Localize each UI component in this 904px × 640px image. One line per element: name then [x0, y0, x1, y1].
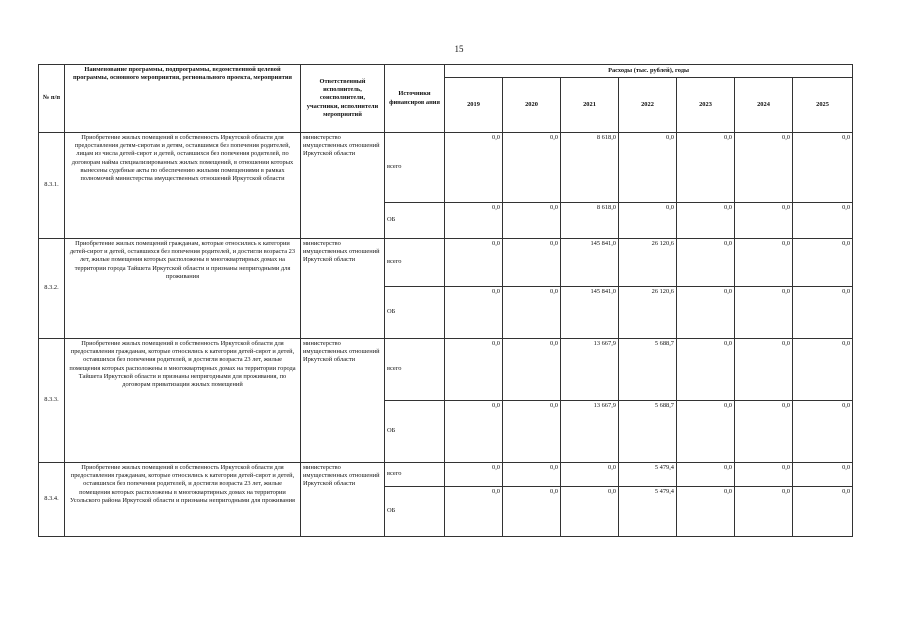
header-year: 2021 — [561, 78, 619, 133]
expense-value: 0,0 — [619, 203, 677, 239]
header-expenses: Расходы (тыс. рублей), годы — [445, 65, 853, 78]
expense-value: 0,0 — [677, 133, 735, 203]
responsible-executor: министерство имущественных отношений Иркутской области — [301, 239, 385, 339]
expense-value: 0,0 — [445, 203, 503, 239]
expense-value: 13 667,9 — [561, 401, 619, 463]
expense-value: 26 120,6 — [619, 239, 677, 287]
expense-value: 0,0 — [677, 287, 735, 339]
expense-value: 0,0 — [793, 487, 853, 537]
responsible-executor: министерство имущественных отношений Иркутской области — [301, 133, 385, 239]
header-source: Источники финансиров ания — [385, 65, 445, 133]
table-row — [39, 339, 853, 401]
expense-value: 5 688,7 — [619, 401, 677, 463]
expense-value: 26 120,6 — [619, 287, 677, 339]
expense-value: 0,0 — [793, 133, 853, 203]
expense-value: 0,0 — [735, 487, 793, 537]
funding-source: ОБ — [385, 287, 445, 339]
expense-value: 0,0 — [793, 287, 853, 339]
expense-value: 0,0 — [677, 203, 735, 239]
expense-value: 0,0 — [445, 239, 503, 287]
expense-value: 0,0 — [735, 339, 793, 401]
responsible-executor: министерство имущественных отношений Иркутской области — [301, 463, 385, 537]
funding-source: всего — [385, 463, 445, 487]
expense-value: 0,0 — [677, 487, 735, 537]
expense-value: 0,0 — [561, 463, 619, 487]
expense-value: 0,0 — [561, 487, 619, 537]
measure-name: Приобретение жилых помещений в собственность Иркутской области для предоставления гражданам, которые относились к категории детей-сирот и детей, оставшихся без попечения родителей, и достигли возраста 23 лет, жилые помещения которых расположены в многоквартирных домах на территории города Тайшета Иркутской области и признаны непригодными для проживания, по договорам приватизации жилых помещений — [65, 339, 301, 463]
row-number: 8.3.4. — [39, 463, 65, 537]
table-row — [39, 133, 853, 203]
expense-value: 0,0 — [735, 287, 793, 339]
funding-source: ОБ — [385, 487, 445, 537]
expense-value: 0,0 — [503, 239, 561, 287]
table-row — [39, 239, 853, 287]
row-number: 8.3.1. — [39, 133, 65, 239]
expense-value: 145 841,0 — [561, 287, 619, 339]
expense-value: 0,0 — [677, 463, 735, 487]
expense-value: 0,0 — [619, 133, 677, 203]
funding-source: всего — [385, 339, 445, 401]
header-num: № п/п — [39, 65, 65, 133]
expense-value: 0,0 — [735, 463, 793, 487]
expense-value: 0,0 — [735, 239, 793, 287]
expense-value: 0,0 — [793, 339, 853, 401]
expense-value: 13 667,9 — [561, 339, 619, 401]
expense-value: 5 688,7 — [619, 339, 677, 401]
funding-source: ОБ — [385, 401, 445, 463]
row-number: 8.3.2. — [39, 239, 65, 339]
expense-value: 0,0 — [503, 487, 561, 537]
expense-value: 0,0 — [445, 401, 503, 463]
expense-value: 0,0 — [503, 203, 561, 239]
measure-name: Приобретение жилых помещений в собственность Иркутской области для предоставления гражданам, которые относились к категории детей-сирот и детей, оставшихся без попечения родителей, и достигли возраста 23 лет, жилые помещения которых расположены в многоквартирных домах на территории Усольского района Иркутской области и признаны непригодными для проживания — [65, 463, 301, 537]
funding-source: ОБ — [385, 203, 445, 239]
measure-name: Приобретение жилых помещений гражданам, которые относились к категории детей-сирот и детей, оставшихся без попечения родителей, и достигли возраста 23 лет, жилые помещения которых расположены в многоквартирных домах на территории города Тайшета Иркутской области и признаны непригодными для проживания — [65, 239, 301, 339]
expense-value: 0,0 — [793, 203, 853, 239]
header-year: 2022 — [619, 78, 677, 133]
table-row — [39, 463, 853, 487]
expense-value: 0,0 — [793, 463, 853, 487]
header-responsible: Ответственный исполнитель, соисполнители, участники, исполнители мероприятий — [301, 65, 385, 133]
expense-value: 0,0 — [503, 401, 561, 463]
expense-value: 0,0 — [445, 133, 503, 203]
expense-value: 0,0 — [445, 463, 503, 487]
page-number: 15 — [454, 44, 464, 54]
funding-source: всего — [385, 239, 445, 287]
expense-value: 0,0 — [503, 287, 561, 339]
expense-value: 0,0 — [445, 339, 503, 401]
funding-source: всего — [385, 133, 445, 203]
expense-value: 0,0 — [735, 133, 793, 203]
header-name: Наименование программы, подпрограммы, ведомственной целевой программы, основного мероприятия, регионального проекта, мероприятия — [65, 65, 301, 133]
header-year: 2020 — [503, 78, 561, 133]
expense-value: 0,0 — [793, 239, 853, 287]
expense-value: 0,0 — [793, 401, 853, 463]
expense-value: 0,0 — [503, 463, 561, 487]
header-year: 2023 — [677, 78, 735, 133]
row-number: 8.3.3. — [39, 339, 65, 463]
expense-value: 0,0 — [503, 339, 561, 401]
expense-value: 145 841,0 — [561, 239, 619, 287]
expense-value: 0,0 — [735, 401, 793, 463]
expense-value: 8 618,0 — [561, 133, 619, 203]
expense-value: 0,0 — [735, 203, 793, 239]
expense-value: 0,0 — [677, 339, 735, 401]
expense-value: 8 618,0 — [561, 203, 619, 239]
expense-value: 0,0 — [677, 401, 735, 463]
expense-value: 5 479,4 — [619, 487, 677, 537]
header-year: 2025 — [793, 78, 853, 133]
expense-value: 0,0 — [445, 287, 503, 339]
measure-name: Приобретение жилых помещений в собственность Иркутской области для предоставления детям-сиротам и детям, оставшимся без попечения родителей, лицам из числа детей-сирот и детей, оставшихся без попечения родителей, по договорам найма специализированных жилых помещений, в отношении которых вынесены судебные акты по обеспечению жилыми помещениями в рамках полномочий министерства имущественных отношений Иркутской области — [65, 133, 301, 239]
responsible-executor: министерство имущественных отношений Иркутской области — [301, 339, 385, 463]
expense-value: 5 479,4 — [619, 463, 677, 487]
expense-value: 0,0 — [677, 239, 735, 287]
header-year: 2024 — [735, 78, 793, 133]
expense-value: 0,0 — [503, 133, 561, 203]
expense-value: 0,0 — [445, 487, 503, 537]
expenses-table — [38, 64, 853, 537]
header-year: 2019 — [445, 78, 503, 133]
